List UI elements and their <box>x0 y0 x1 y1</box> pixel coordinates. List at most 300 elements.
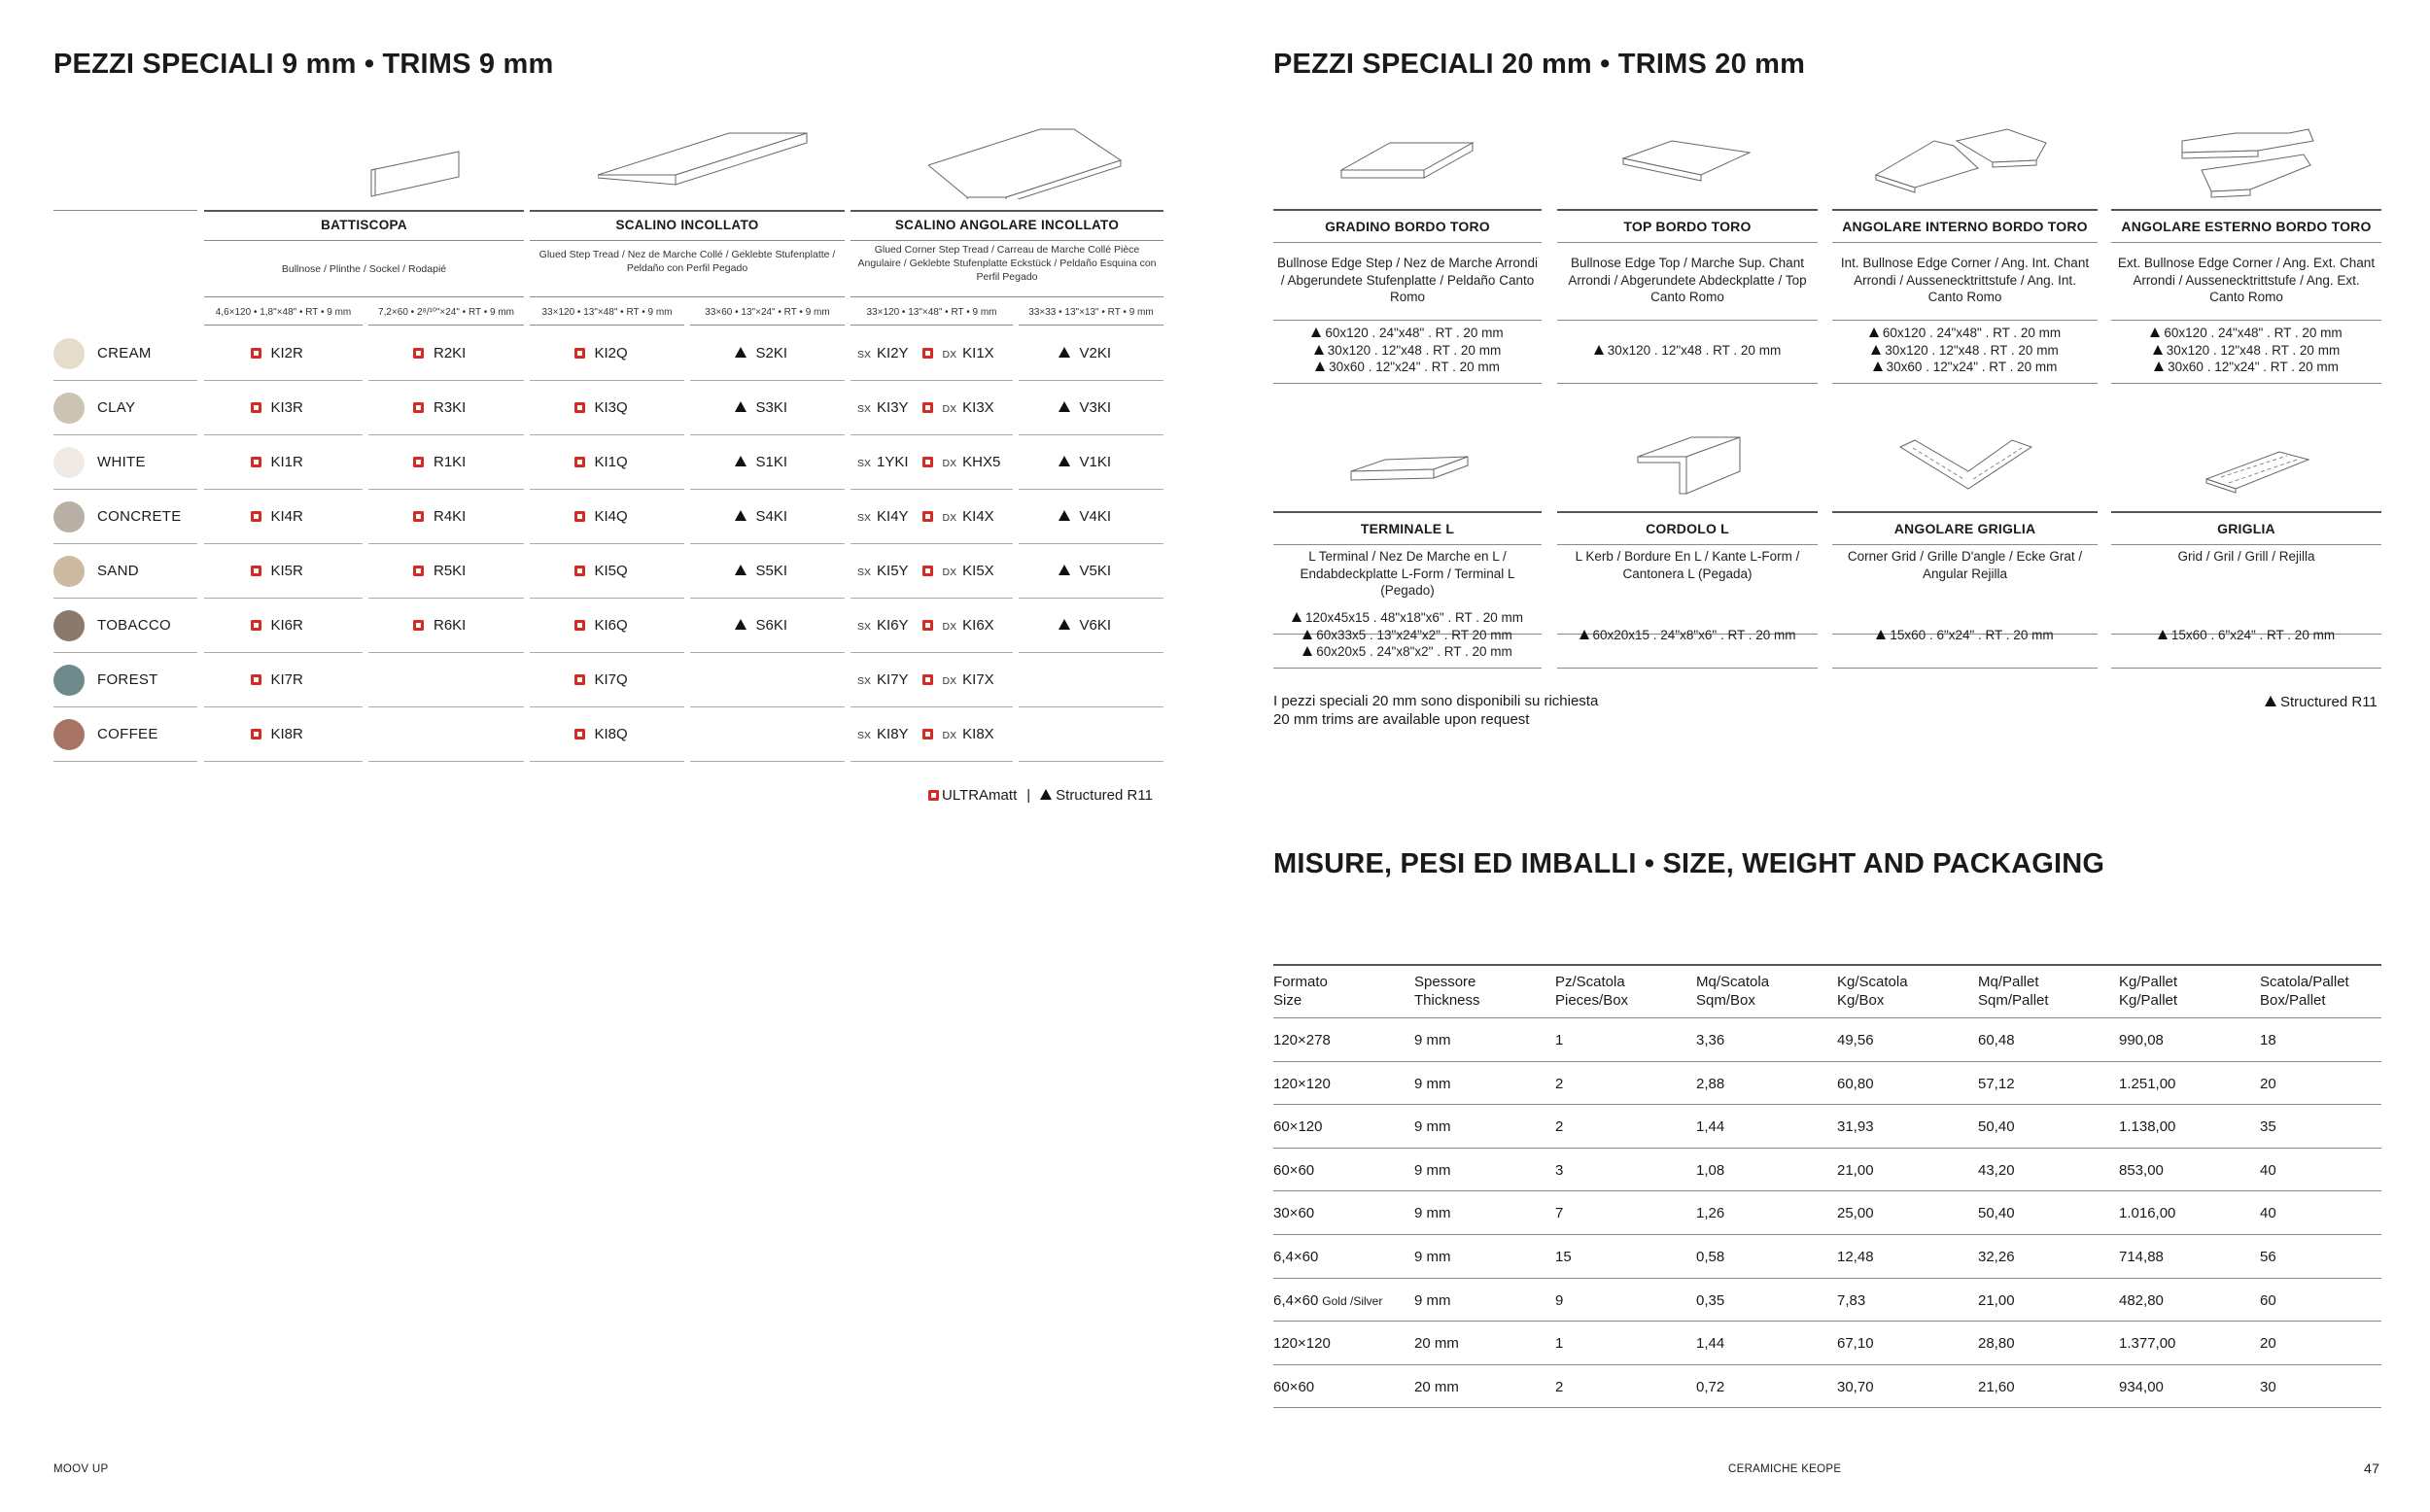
legend-separator: | <box>1026 787 1031 804</box>
trim-code <box>574 617 628 634</box>
ultramatt-icon <box>251 348 261 359</box>
corner-codes <box>857 671 994 688</box>
triangle-icon <box>1311 327 1321 337</box>
code-text: V1KI <box>1079 454 1112 470</box>
trim-size <box>1273 627 1542 644</box>
packaging-cell <box>1837 1075 1874 1093</box>
trim-code <box>413 617 466 634</box>
packaging-value: 18 <box>2260 1032 2276 1048</box>
trim-top-rule <box>1557 209 1818 211</box>
triangle-icon <box>1059 565 1070 575</box>
trim-size <box>1273 325 1542 342</box>
scalino-incollato-illustration <box>598 121 812 199</box>
angolare-griglia-illustration <box>1895 432 2041 500</box>
packaging-value: 482,80 <box>2119 1291 2164 1309</box>
row-rule <box>530 652 684 653</box>
trim-size-text: 60x120 . 24"x48" . RT . 20 mm <box>1325 326 1504 340</box>
ultramatt-icon <box>413 620 424 631</box>
packaging-value: 20 <box>2260 1075 2276 1092</box>
trim-sizes <box>1557 342 1818 360</box>
footer-company: CERAMICHE KEOPE <box>1728 1463 1842 1475</box>
size-label: 7,2×60 • 2⁸/¹⁰"×24" • RT • 9 mm <box>378 307 514 318</box>
trim-code <box>251 726 303 742</box>
packaging-value: 1 <box>1555 1335 1564 1353</box>
packaging-cell <box>2119 1204 2175 1222</box>
packaging-cell <box>2119 1075 2175 1093</box>
packaging-value: 1.377,00 <box>2119 1335 2176 1353</box>
packaging-value: 0,58 <box>1696 1249 1725 1265</box>
row-rule <box>368 706 524 707</box>
dx-code: KI1X <box>962 345 994 361</box>
sx-code: KI6Y <box>877 617 909 634</box>
dx-label: DX <box>942 512 957 524</box>
packaging-header-en: Thickness <box>1414 992 1480 1009</box>
triangle-icon <box>1871 345 1881 355</box>
trim-rule <box>1557 668 1818 669</box>
group-top-rule <box>530 210 845 212</box>
trim-description: L Terminal / Nez De Marche en L / Endabdeckplatte L-Form / Terminal L (Pegado) <box>1300 549 1515 598</box>
trim-code <box>574 563 628 579</box>
packaging-value: 1,08 <box>1696 1161 1725 1179</box>
dx-label: DX <box>942 621 957 633</box>
sx-label: SX <box>857 730 872 741</box>
packaging-value: 20 <box>2260 1335 2276 1353</box>
trim-top-rule <box>1273 511 1542 513</box>
triangle-icon <box>1059 456 1070 466</box>
trim-rule <box>1273 383 1542 384</box>
trim-rule <box>1557 320 1818 321</box>
trim-description: L Kerb / Bordure En L / Kante L-Form / Cantonera L (Pegada) <box>1575 549 1800 581</box>
packaging-cell <box>1837 1334 1874 1353</box>
row-rule <box>530 706 684 707</box>
trim-size-text: 15x60 . 6"x24" . RT . 20 mm <box>2170 627 2336 642</box>
code-text: KI5Q <box>594 563 628 579</box>
dx-code: KI4X <box>962 508 994 525</box>
sx-code: KI4Y <box>877 508 909 525</box>
trim-rule <box>1273 668 1542 669</box>
packaging-cell <box>1273 1031 1331 1049</box>
trim-rule <box>2111 242 2381 243</box>
packaging-rule <box>1273 1104 2381 1105</box>
packaging-value: 32,26 <box>1978 1249 2015 1265</box>
row-rule <box>1019 706 1163 707</box>
trim-code <box>1059 563 1112 579</box>
packaging-value: 2 <box>1555 1118 1564 1136</box>
packaging-cell <box>1414 1248 1451 1266</box>
packaging-value: 31,93 <box>1837 1118 1874 1136</box>
triangle-icon <box>2158 630 2168 639</box>
ultramatt-label: ULTRAmatt <box>942 787 1018 804</box>
triangle-icon <box>1292 612 1302 622</box>
packaging-cell <box>1696 1117 1724 1136</box>
trim-description: Corner Grid / Grille D'angle / Ecke Grat / Angular Rejilla <box>1847 549 2083 581</box>
row-rule <box>53 652 197 653</box>
packaging-value: 6,4×60 <box>1273 1249 1319 1265</box>
packaging-cell <box>1696 1378 1724 1396</box>
packaging-value: 9 mm <box>1414 1291 1451 1309</box>
corner-codes <box>857 508 994 525</box>
trim-size <box>1557 342 1818 360</box>
trim-top-rule <box>1557 511 1818 513</box>
packaging-cell <box>2119 1378 2164 1396</box>
group-rule <box>850 296 1163 297</box>
packaging-value: 0,72 <box>1696 1378 1725 1395</box>
trim-size-text: 30x60 . 12"x24" . RT . 20 mm <box>1329 360 1500 374</box>
sx-code: KI5Y <box>877 563 909 579</box>
trim-top-rule <box>1273 209 1542 211</box>
row-rule <box>530 380 684 381</box>
code-text: R4KI <box>434 508 467 525</box>
trim-rule <box>1832 320 2098 321</box>
packaging-cell <box>2260 1378 2276 1396</box>
group-rule <box>850 240 1163 241</box>
trim-code <box>251 563 303 579</box>
color-swatch <box>53 719 85 750</box>
trim-size-text: 120x45x15 . 48"x18"x6" . RT . 20 mm <box>1305 610 1523 625</box>
row-rule <box>1019 489 1163 490</box>
sx-label: SX <box>857 675 872 687</box>
packaging-value: 120×120 <box>1273 1075 1331 1092</box>
triangle-icon <box>735 456 746 466</box>
sx-label: SX <box>857 512 872 524</box>
size-rule <box>530 325 684 326</box>
triangle-icon <box>1059 619 1070 630</box>
packaging-cell <box>1837 1248 1874 1266</box>
packaging-value: 9 mm <box>1414 1075 1451 1092</box>
row-rule <box>1019 434 1163 435</box>
trim-description: Grid / Gril / Grill / Rejilla <box>2177 549 2315 564</box>
packaging-cell <box>1414 1378 1459 1396</box>
packaging-cell <box>1414 1334 1459 1353</box>
ultramatt-icon <box>413 511 424 522</box>
packaging-value: 28,80 <box>1978 1335 2015 1353</box>
triangle-icon <box>1059 401 1070 412</box>
size-rule <box>690 325 845 326</box>
packaging-header-it: Kg/Scatola <box>1837 974 1908 990</box>
packaging-header-it: Kg/Pallet <box>2119 974 2178 990</box>
triangle-icon <box>1876 630 1886 639</box>
trim-size-text: 30x120 . 12"x48 . RT . 20 mm <box>1885 342 2059 358</box>
trim-rule <box>1557 242 1818 243</box>
structured-label: Structured R11 <box>1056 787 1153 804</box>
trim-size <box>1273 359 1542 376</box>
packaging-cell <box>2260 1117 2276 1136</box>
packaging-rule <box>1273 1017 2381 1018</box>
row-rule <box>690 706 845 707</box>
page-number: 47 <box>2364 1460 2380 1476</box>
packaging-cell <box>1837 1378 1874 1396</box>
battiscopa-illustration <box>311 146 467 204</box>
row-rule <box>690 761 845 762</box>
code-text: R5KI <box>434 563 467 579</box>
packaging-cell <box>1414 1204 1451 1222</box>
packaging-cell <box>1273 1248 1318 1266</box>
packaging-cell <box>1555 1031 1563 1049</box>
row-rule <box>1019 761 1163 762</box>
packaging-value: 1.016,00 <box>2119 1205 2176 1222</box>
trim-description: Bullnose Edge Top / Marche Sup. Chant Arrondi / Abgerundete Abdeckplatte / Top Canto Romo <box>1568 256 1807 304</box>
trim-rule <box>1273 242 1542 243</box>
ultramatt-icon <box>922 402 933 413</box>
code-text: V3KI <box>1079 399 1112 416</box>
packaging-value: 9 <box>1555 1291 1564 1309</box>
trim-size <box>1832 627 2098 644</box>
size-label: 33×120 • 13"×48" • RT • 9 mm <box>866 307 997 318</box>
packaging-header-en: Kg/Pallet <box>2119 992 2178 1009</box>
trim-code <box>1059 508 1112 525</box>
row-rule <box>530 434 684 435</box>
packaging-value: 43,20 <box>1978 1161 2015 1179</box>
footer-brand: MOOV UP <box>53 1463 109 1475</box>
trim-rule <box>1832 668 2098 669</box>
packaging-value: 9 mm <box>1414 1118 1451 1136</box>
code-text: KI2Q <box>594 345 628 361</box>
trim-rule <box>2111 668 2381 669</box>
dx-code: KI3X <box>962 399 994 416</box>
row-rule <box>690 543 845 544</box>
packaging-value: 67,10 <box>1837 1335 1874 1353</box>
code-text: R6KI <box>434 617 467 634</box>
row-rule <box>53 543 197 544</box>
ultramatt-icon <box>922 511 933 522</box>
row-rule <box>368 489 524 490</box>
packaging-cell <box>1696 1031 1724 1049</box>
packaging-header-it: Pz/Scatola <box>1555 974 1625 990</box>
packaging-cell <box>2119 1248 2164 1266</box>
angolare-interno-illustration <box>1871 121 2051 199</box>
packaging-cell <box>1273 1161 1314 1180</box>
color-name: SAND <box>97 563 139 579</box>
trim-size <box>1273 342 1542 360</box>
packaging-cell <box>1978 1378 2015 1396</box>
packaging-cell <box>1978 1031 2015 1049</box>
packaging-cell <box>1978 1161 2015 1180</box>
size-rule <box>204 325 363 326</box>
sx-label: SX <box>857 567 872 578</box>
color-name: CREAM <box>97 345 152 361</box>
packaging-value: 6,4×60 <box>1273 1291 1319 1309</box>
trim-rule <box>2111 544 2381 545</box>
cordolo-illustration <box>1633 428 1750 505</box>
color-swatch <box>53 501 85 533</box>
sx-label: SX <box>857 349 872 361</box>
corner-codes <box>857 399 994 416</box>
row-rule <box>368 543 524 544</box>
trim-code <box>413 563 466 579</box>
packaging-cell <box>1555 1378 1563 1396</box>
ultramatt-icon <box>413 402 424 413</box>
row-rule <box>850 489 1013 490</box>
packaging-cell <box>1273 1291 1382 1311</box>
row-rule <box>530 598 684 599</box>
packaging-header-en: Size <box>1273 992 1302 1009</box>
packaging-cell <box>1555 1334 1563 1353</box>
corner-codes <box>857 617 994 634</box>
size-label: 33×120 • 13"×48" • RT • 9 mm <box>541 307 673 318</box>
packaging-value: 21,00 <box>1978 1291 2015 1309</box>
trim-rule <box>1557 544 1818 545</box>
trim-code <box>574 508 628 525</box>
packaging-cell <box>1696 1161 1724 1180</box>
packaging-value: 7 <box>1555 1205 1564 1222</box>
code-text: R2KI <box>434 345 467 361</box>
packaging-cell <box>2119 1117 2175 1136</box>
packaging-header-it: Formato <box>1273 974 1328 990</box>
packaging-cell <box>1555 1291 1563 1310</box>
packaging-cell <box>1273 1075 1331 1093</box>
row-rule <box>850 434 1013 435</box>
packaging-value: 1.251,00 <box>2119 1075 2176 1092</box>
trim-size <box>2111 325 2381 342</box>
code-text: R3KI <box>434 399 467 416</box>
trim-size-text: 60x20x15 . 24"x8"x6" . RT . 20 mm <box>1592 627 1796 642</box>
size-label: 33×60 • 13"×24" • RT • 9 mm <box>705 307 830 318</box>
packaging-value: 50,40 <box>1978 1118 2015 1136</box>
code-text: KI3Q <box>594 399 628 416</box>
packaging-cell <box>2119 1291 2164 1310</box>
trim-size <box>1273 609 1542 627</box>
group-rule <box>204 240 524 241</box>
trim-size-text: 30x60 . 12"x24" . RT . 20 mm <box>1886 360 2058 374</box>
trim-code <box>1059 399 1112 416</box>
packaging-value: 3,36 <box>1696 1032 1725 1048</box>
color-name: WHITE <box>97 454 146 470</box>
ultramatt-icon <box>574 674 585 685</box>
packaging-header-en: Pieces/Box <box>1555 992 1629 1009</box>
row-rule <box>368 434 524 435</box>
trim-size-text: 60x120 . 24"x48" . RT . 20 mm <box>2164 326 2343 340</box>
packaging-value: 853,00 <box>2119 1161 2164 1179</box>
code-text: V6KI <box>1079 617 1112 634</box>
trim-code <box>735 454 788 470</box>
ultramatt-icon <box>413 457 424 467</box>
packaging-header-it: Mq/Scatola <box>1696 974 1770 990</box>
trim-size-text: 30x120 . 12"x48 . RT . 20 mm <box>2166 342 2341 358</box>
code-text: V4KI <box>1079 508 1112 525</box>
row-rule <box>204 380 363 381</box>
trim-description: Ext. Bullnose Edge Corner / Ang. Ext. Chant Arrondi / Aussenecktrittstufe / Ang. Ext. Canto Romo <box>2117 256 2376 304</box>
code-text: KI6Q <box>594 617 628 634</box>
color-name: FOREST <box>97 671 158 688</box>
trim-code <box>735 617 788 634</box>
packaging-cell <box>1414 1161 1451 1180</box>
packaging-cell <box>1555 1117 1563 1136</box>
trim-rule <box>1832 242 2098 243</box>
trim-code <box>735 399 788 416</box>
row-rule <box>368 652 524 653</box>
ultramatt-icon <box>922 620 933 631</box>
size-label: 33×33 • 13"×13" • RT • 9 mm <box>1028 307 1154 318</box>
packaging-header-it: Mq/Pallet <box>1978 974 2039 990</box>
packaging-value: 40 <box>2260 1161 2276 1179</box>
trim-size-text: 30x60 . 12"x24" . RT . 20 mm <box>2168 360 2339 374</box>
row-rule <box>204 598 363 599</box>
dx-code: KI5X <box>962 563 994 579</box>
row-rule <box>1019 543 1163 544</box>
trim-code <box>735 508 788 525</box>
row-rule <box>850 652 1013 653</box>
trim-size-text: 60x20x5 . 24"x8"x2" . RT . 20 mm <box>1316 644 1512 659</box>
trim-sizes <box>1273 325 1542 376</box>
packaging-cell <box>1837 1031 1874 1049</box>
trim-size <box>1832 359 2098 376</box>
size-label: 4,6×120 • 1,8"×48" • RT • 9 mm <box>215 307 352 318</box>
packaging-value: 9 mm <box>1414 1032 1451 1048</box>
packaging-value: 20 mm <box>1414 1335 1459 1353</box>
group-title: BATTISCOPA <box>321 218 407 232</box>
row-rule <box>850 761 1013 762</box>
packaging-cell <box>2119 1031 2164 1049</box>
dx-label: DX <box>942 567 957 578</box>
color-swatch <box>53 338 85 369</box>
packaging-cell <box>1837 1291 1865 1310</box>
packaging-value: 60×120 <box>1273 1118 1323 1136</box>
group-rule <box>204 296 524 297</box>
packaging-value: 1,44 <box>1696 1118 1725 1136</box>
triangle-icon <box>1059 510 1070 521</box>
trim-rule <box>2111 320 2381 321</box>
header-rule <box>53 210 197 211</box>
packaging-rule <box>1273 1148 2381 1149</box>
ultramatt-icon <box>574 729 585 739</box>
ultramatt-icon <box>922 674 933 685</box>
trim-top-rule <box>1832 209 2098 211</box>
trim-code <box>574 399 628 416</box>
trim-size-text: 60x120 . 24"x48" . RT . 20 mm <box>1882 326 2062 340</box>
packaging-cell <box>1414 1031 1451 1049</box>
packaging-title: MISURE, PESI ED IMBALLI • SIZE, WEIGHT AND PACKAGING <box>1273 848 2105 879</box>
packaging-value: 35 <box>2260 1118 2276 1136</box>
top-bordo-illustration <box>1618 131 1754 204</box>
ultramatt-icon <box>251 511 261 522</box>
triangle-icon <box>1873 361 1883 371</box>
packaging-value: 20 mm <box>1414 1378 1459 1395</box>
trim-title: CORDOLO L <box>1646 521 1729 536</box>
triangle-icon <box>1869 327 1879 337</box>
packaging-value: 60×60 <box>1273 1161 1315 1179</box>
trim-sizes <box>2111 325 2381 376</box>
row-rule <box>850 706 1013 707</box>
trim-size-text: 15x60 . 6"x24" . RT . 20 mm <box>1890 627 2054 642</box>
packaging-cell <box>1555 1248 1572 1266</box>
row-rule <box>1019 380 1163 381</box>
trim-sizes <box>2111 627 2381 644</box>
packaging-value: 60,80 <box>1837 1075 1874 1092</box>
packaging-value: 21,00 <box>1837 1161 1874 1179</box>
trim-title: GRIGLIA <box>2217 521 2275 536</box>
group-title: SCALINO ANGOLARE INCOLLATO <box>894 218 1120 232</box>
sx-label: SX <box>857 621 872 633</box>
packaging-value: 120×278 <box>1273 1032 1331 1048</box>
row-rule <box>850 543 1013 544</box>
trim-code <box>574 671 628 688</box>
trim-code <box>413 454 466 470</box>
packaging-value: 30 <box>2260 1378 2276 1395</box>
row-rule <box>368 598 524 599</box>
group-subtitle: Glued Corner Step Tread / Carreau de Marche Collé Pièce Angulaire / Geklebte Stufenplatte Eckstück / Peldaño Esquina con Perfil Pegado <box>857 244 1157 283</box>
dx-code: KHX5 <box>962 454 1001 470</box>
packaging-value: 12,48 <box>1837 1249 1874 1265</box>
ultramatt-icon <box>251 402 261 413</box>
row-rule <box>690 652 845 653</box>
ultramatt-icon <box>574 620 585 631</box>
packaging-cell <box>2260 1031 2276 1049</box>
trim-code <box>251 399 303 416</box>
color-swatch <box>53 447 85 478</box>
color-swatch <box>53 556 85 587</box>
triangle-icon <box>2150 327 2160 337</box>
trim-title: ANGOLARE INTERNO BORDO TORO <box>1842 219 2088 234</box>
